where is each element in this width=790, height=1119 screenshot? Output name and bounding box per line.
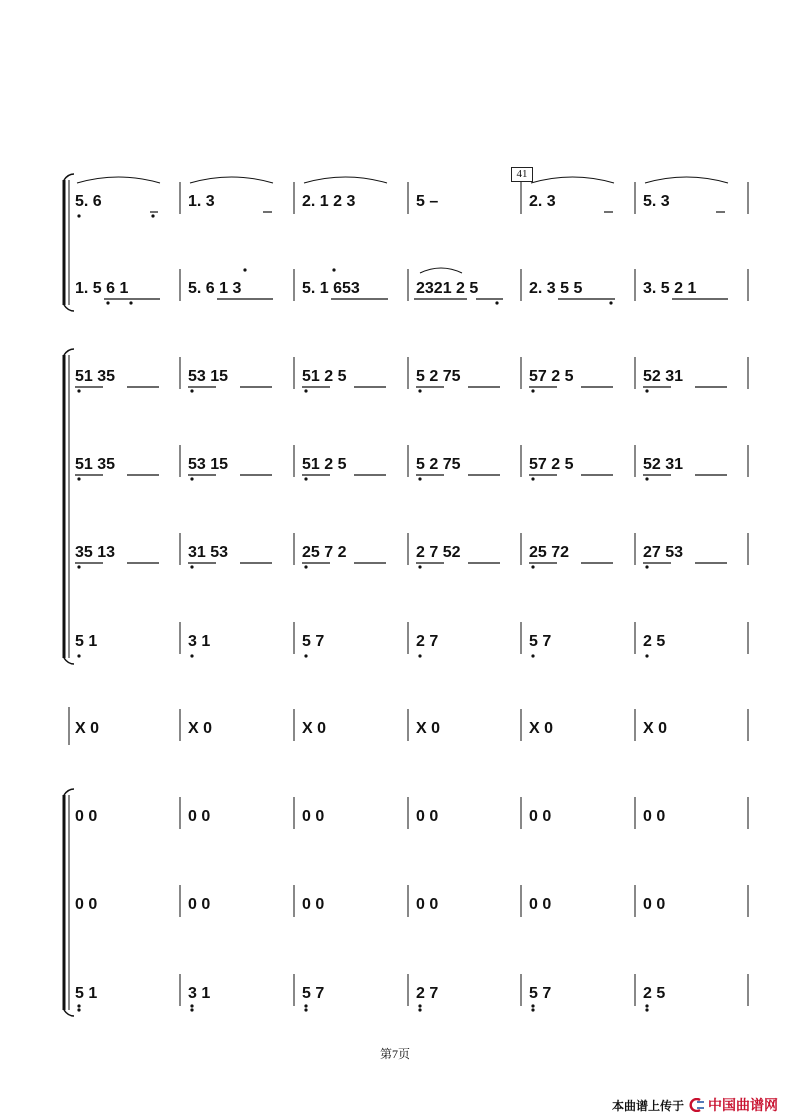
- octave-dot: [645, 654, 648, 657]
- measure-notes: 5 7: [529, 633, 552, 650]
- octave-dot: [332, 268, 335, 271]
- octave-dot: [645, 477, 648, 480]
- octave-dot: [129, 301, 132, 304]
- measure-notes: 2 7 52: [416, 544, 461, 561]
- octave-dot: [645, 389, 648, 392]
- measure-notes: 52 31: [643, 456, 684, 473]
- upload-footer: [612, 1095, 778, 1115]
- measure-notes: 3 1: [188, 985, 211, 1002]
- octave-dot: [106, 301, 109, 304]
- measure-notes: 0 0: [529, 896, 552, 913]
- octave-dot: [304, 477, 307, 480]
- measure-notes: X 0: [643, 720, 668, 737]
- measure-notes: 0 0: [643, 808, 666, 825]
- measure-notes: 2 7: [416, 633, 439, 650]
- measure-notes: 2 5: [643, 633, 666, 650]
- measure-notes: 0 0: [75, 896, 98, 913]
- octave-dot: [495, 301, 498, 304]
- octave-dot: [531, 389, 534, 392]
- measure-notes: 2. 3 5 5: [529, 280, 583, 297]
- octave-dot: [190, 1004, 193, 1007]
- measure-notes: 57 2 5: [529, 368, 574, 385]
- octave-dot: [77, 654, 80, 657]
- measure-notes: X 0: [302, 720, 327, 737]
- octave-dot: [418, 1008, 421, 1011]
- octave-dot: [243, 268, 246, 271]
- slur: [645, 177, 728, 183]
- measure-notes: 0 0: [529, 808, 552, 825]
- octave-dot: [531, 477, 534, 480]
- octave-dot: [151, 214, 154, 217]
- measure-notes: 5. 1 653: [302, 280, 360, 297]
- measure-notes: 52 31: [643, 368, 684, 385]
- octave-dot: [304, 565, 307, 568]
- slur: [304, 177, 387, 183]
- measure-notes: 2 5: [643, 985, 666, 1002]
- measure-notes: 5. 6 1 3: [188, 280, 242, 297]
- measure-notes: 1. 3: [188, 193, 215, 210]
- measure-notes: 51 35: [75, 456, 116, 473]
- octave-dot: [77, 389, 80, 392]
- measure-notes: 5 2 75: [416, 368, 461, 385]
- measure-notes: 5 2 75: [416, 456, 461, 473]
- measure-notes: 0 0: [302, 896, 325, 913]
- measure-notes: 0 0: [188, 896, 211, 913]
- measure-notes: 3 1: [188, 633, 211, 650]
- octave-dot: [531, 654, 534, 657]
- octave-dot: [531, 1008, 534, 1011]
- measure-notes: 53 15: [188, 368, 229, 385]
- measure-notes: 2. 3: [529, 193, 556, 210]
- octave-dot: [418, 565, 421, 568]
- octave-dot: [77, 477, 80, 480]
- octave-dot: [418, 654, 421, 657]
- measure-notes: 27 53: [643, 544, 684, 561]
- octave-dot: [77, 214, 80, 217]
- measure-notes: 5 1: [75, 985, 98, 1002]
- measure-notes: 1. 5 6 1: [75, 280, 129, 297]
- slur: [420, 268, 462, 273]
- measure-notes: 0 0: [643, 896, 666, 913]
- measure-notes: 3. 5 2 1: [643, 280, 697, 297]
- octave-dot: [531, 1004, 534, 1007]
- octave-dot: [418, 389, 421, 392]
- octave-dot: [418, 477, 421, 480]
- octave-dot: [418, 1004, 421, 1007]
- measure-notes: 25 72: [529, 544, 570, 561]
- octave-dot: [77, 1004, 80, 1007]
- measure-notes: 0 0: [188, 808, 211, 825]
- octave-dot: [304, 389, 307, 392]
- octave-dot: [190, 1008, 193, 1011]
- measure-notes: 5 –: [416, 193, 439, 210]
- measure-notes: 53 15: [188, 456, 229, 473]
- octave-dot: [190, 565, 193, 568]
- measure-notes: X 0: [75, 720, 100, 737]
- octave-dot: [304, 1004, 307, 1007]
- upload-text: 本曲谱上传于: [611, 1098, 684, 1113]
- measure-notes: X 0: [188, 720, 213, 737]
- measure-notes: X 0: [529, 720, 554, 737]
- measure-notes: 35 13: [75, 544, 116, 561]
- measure-notes: 0 0: [416, 808, 439, 825]
- octave-dot: [190, 389, 193, 392]
- measure-notes: 57 2 5: [529, 456, 574, 473]
- slur: [190, 177, 273, 183]
- octave-dot: [645, 1008, 648, 1011]
- rehearsal-mark: 41: [511, 167, 533, 182]
- measure-notes: 51 2 5: [302, 368, 347, 385]
- measure-notes: 5. 6: [75, 193, 102, 210]
- measure-notes: 51 2 5: [302, 456, 347, 473]
- octave-dot: [645, 565, 648, 568]
- octave-dot: [77, 565, 80, 568]
- octave-dot: [645, 1004, 648, 1007]
- octave-dot: [609, 301, 612, 304]
- measure-notes: 5 1: [75, 633, 98, 650]
- measure-notes: 5 7: [302, 633, 325, 650]
- octave-dot: [304, 1008, 307, 1011]
- slur: [77, 177, 160, 183]
- site-name: 中国曲谱网: [708, 1097, 778, 1113]
- octave-dot: [190, 477, 193, 480]
- measure-notes: X 0: [416, 720, 441, 737]
- measure-notes: 2 7: [416, 985, 439, 1002]
- page-number: 第7页: [379, 1047, 410, 1061]
- measure-notes: 0 0: [302, 808, 325, 825]
- measure-notes: 5. 3: [643, 193, 670, 210]
- measure-notes: 0 0: [75, 808, 98, 825]
- slur: [531, 177, 614, 183]
- qupu-logo-icon: [688, 1098, 706, 1112]
- measure-notes: 0 0: [416, 896, 439, 913]
- octave-dot: [77, 1008, 80, 1011]
- measure-notes: 25 7 2: [302, 544, 347, 561]
- measure-notes: 2321 2 5: [416, 280, 479, 297]
- measure-notes: 2. 1 2 3: [302, 193, 356, 210]
- measure-notes: 31 53: [188, 544, 229, 561]
- octave-dot: [531, 565, 534, 568]
- measure-notes: 5 7: [302, 985, 325, 1002]
- measure-notes: 5 7: [529, 985, 552, 1002]
- octave-dot: [190, 654, 193, 657]
- octave-dot: [304, 654, 307, 657]
- measure-notes: 51 35: [75, 368, 116, 385]
